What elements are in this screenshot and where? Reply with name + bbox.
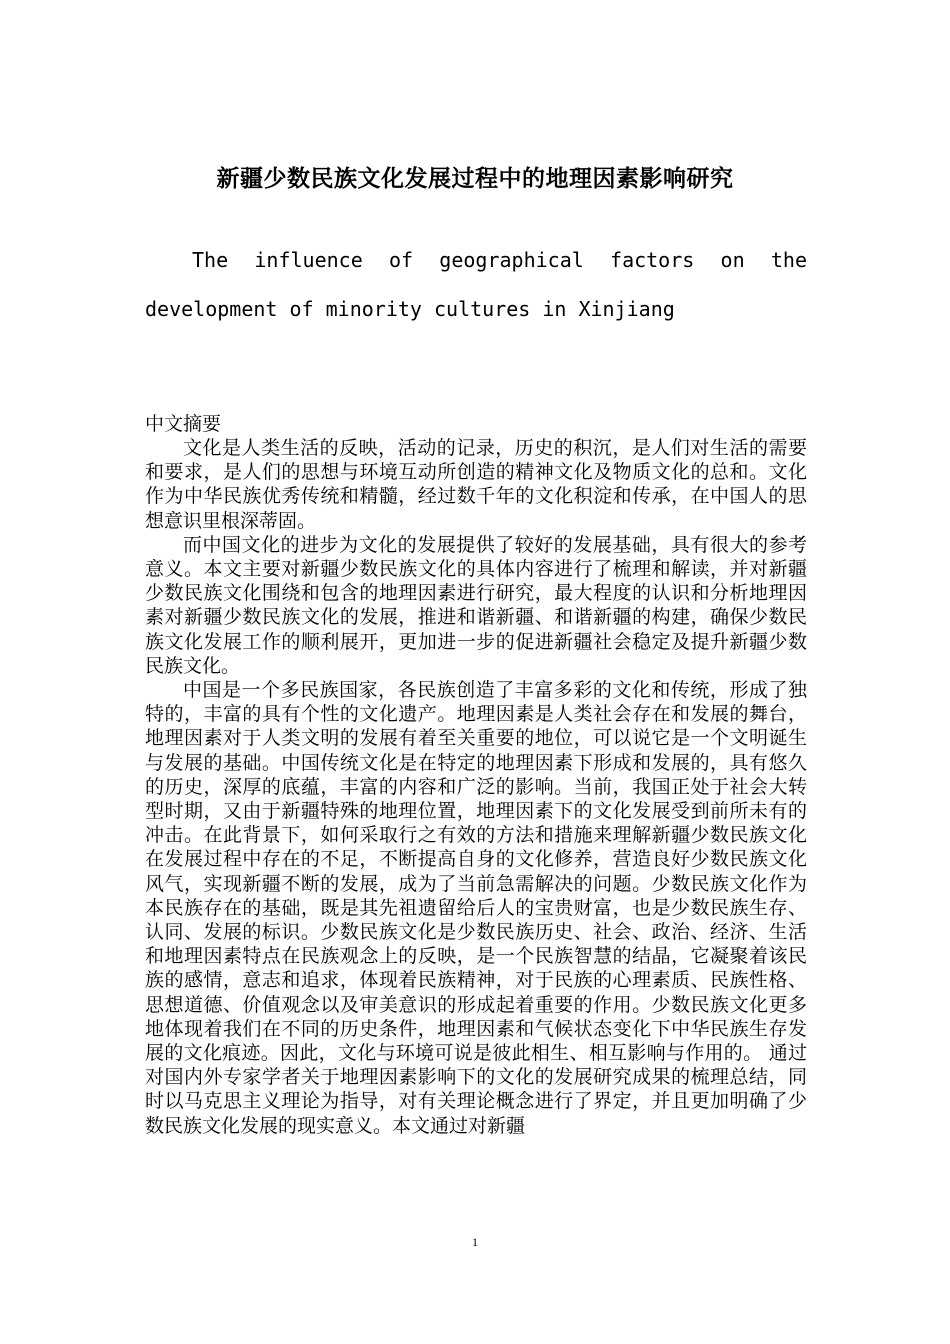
english-title: The influence of geographical factors on the development of minority cultures in Xinjiang (145, 248, 807, 321)
chinese-title: 新疆少数民族文化发展过程中的地理因素影响研究 (216, 166, 734, 192)
abstract-paragraph-3: 中国是一个多民族国家，各民族创造了丰富多彩的文化和传统，形成了独特的，丰富的具有个性的文化遗产。地理因素是人类社会存在和发展的舞台，地理因素对于人类文明的发展有着至关重要的地位，可以说它是一个文明诞生与发展的基础。中国传统文化是在特定的地理因素下形成和发展的，具有悠久的历史，深厚的底蕴，丰富的内容和广泛的影响。当前，我国正处于社会大转型时期，又由于新疆特殊的地理位置，地理因素下的文化发展受到前所未有的冲击。在此背景下，如何采取行之有效的方法和措施来理解新疆少数民族文化在发展过程中存在的不足，不断提高自身的文化修养，营造良好少数民族文化风气，实现新疆不断的发展，成为了当前急需解决的问题。少数民族文化作为本民族存在的基础，既是其先祖遗留给后人的宝贵财富，也是少数民族生存、认同、发展的标识。少数民族文化是少数民族历史、社会、政治、经济、生活和地理因素特点在民族观念上的反映，是一个民族智慧的结晶，它凝聚着该民族的感情，意志和追求，体现着民族精神，对于民族的心理素质、民族性格、思想道德、价值观念以及审美意识的形成起着重要的作用。少数民族文化更多地体现着我们在不同的历史条件，地理因素和气候状态变化下中华民族生存发展的文化痕迹。因此，文化与环境可说是彼此相生、相互影响与作用的。 通过对国内外专家学者关于地理因素影响下的文化的发展研究成果的梳理总结，同时以马克思主义理论为指导，对有关理论概念进行了界定，并且更加明确了少数民族文化发展的现实意义。本文通过对新疆 (145, 679, 807, 1137)
abstract-paragraph-2: 而中国文化的进步为文化的发展提供了较好的发展基础，具有很大的参考意义。本文主要对新疆少数民族文化的具体内容进行了梳理和解读，并对新疆少数民族文化围绕和包含的地理因素进行研究，最大程度的认识和分析地理因素对新疆少数民族文化的发展，推进和谐新疆、和谐新疆的构建，确保少数民族文化发展工作的顺利展开，更加进一步的促进新疆社会稳定及提升新疆少数民族文化。 (145, 533, 807, 677)
abstract-body (145, 436, 807, 1138)
abstract-paragraph-1: 文化是人类生活的反映，活动的记录，历史的积沉，是人们对生活的需要和要求，是人们的思想与环境互动所创造的精神文化及物质文化的总和。文化作为中华民族优秀传统和精髓，经过数千年的文化积淀和传承，在中国人的思想意识里根深蒂固。 (145, 437, 807, 532)
page-number: 1 (472, 1235, 478, 1249)
abstract-heading: 中文摘要 (145, 413, 222, 435)
